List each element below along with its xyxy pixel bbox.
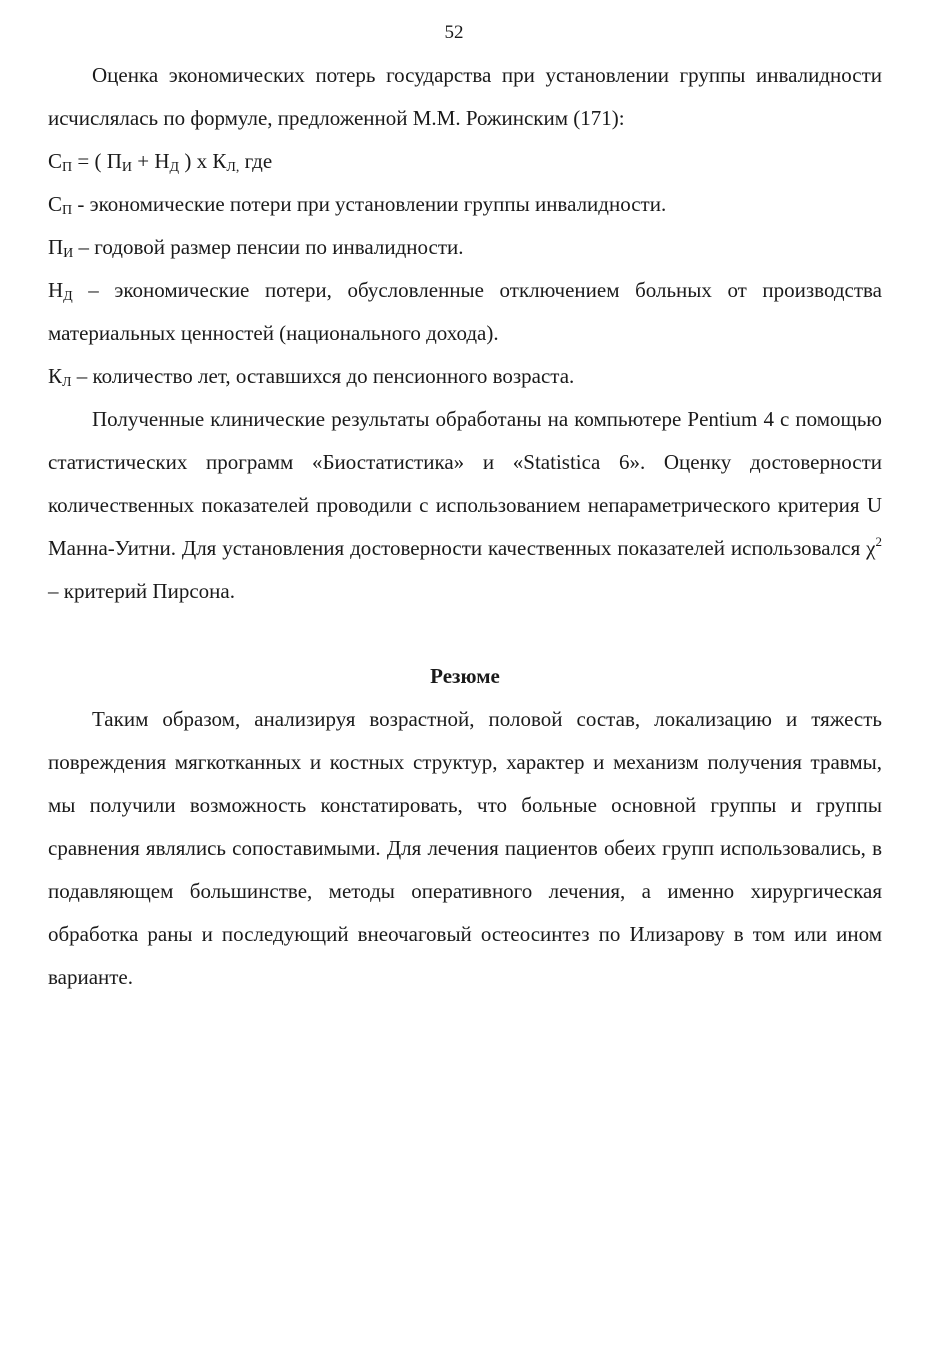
- definition-subscript: Д: [63, 289, 73, 304]
- statistics-text-end: – критерий Пирсона.: [48, 579, 235, 603]
- definition-cp: [48, 183, 882, 226]
- definition-text: – количество лет, оставшихся до пенсионного возраста.: [71, 364, 575, 388]
- definition-kl: [48, 355, 882, 398]
- formula-lhs: С: [48, 149, 63, 173]
- chi-square-superscript: 2: [875, 534, 882, 549]
- definition-subscript: И: [63, 246, 74, 261]
- definition-text: – экономические потери, обусловленные отключением больных от производства материальных ценностей (национального дохода).: [48, 278, 882, 345]
- page-content: [48, 54, 882, 999]
- statistics-text: Полученные клинические результаты обработаны на компьютере Pentium 4 с помощью статистических программ «Биостатистика» и «Statistica 6». Оценку достоверности количественных показателей проводили с использованием непараметрического критерия U Манна-Уитни. Для установления достоверности качественных показателей использовался χ: [48, 407, 882, 560]
- formula-p-subscript: И: [121, 160, 133, 175]
- definition-pi: [48, 226, 882, 269]
- definition-subscript: П: [62, 203, 73, 218]
- formula: [48, 140, 882, 183]
- definition-text: – годовой размер пенсии по инвалидности.: [73, 235, 464, 259]
- definition-symbol: К: [48, 364, 63, 388]
- formula-tail: где: [239, 149, 273, 173]
- summary-paragraph: Таким образом, анализируя возрастной, половой состав, локализацию и тяжесть повреждения мягкотканных и костных структур, характер и механизм получения травмы, мы получили возможность констатировать, что больные основной группы и группы сравнения являлись сопоставимыми. Для лечения пациентов обеих групп использовались, в подавляющем большинстве, методы оперативного лечения, а именно хирургическая обработка раны и последующий внеочаговый остеосинтез по Илизарову в том или ином варианте.: [48, 707, 882, 989]
- definition-symbol: П: [48, 235, 64, 259]
- summary-heading: Резюме: [430, 664, 500, 688]
- formula-lhs-subscript: П: [62, 160, 73, 175]
- definition-symbol: Н: [48, 278, 64, 302]
- methods-intro-paragraph: Оценка экономических потерь государства при установлении группы инвалидности исчислялась по формуле, предложенной М.М. Рожинским (171):: [48, 63, 882, 130]
- definition-subscript: Л: [62, 375, 72, 390]
- page-number: 52: [444, 22, 464, 43]
- definition-nd: [48, 269, 882, 355]
- formula-close-x: ) х К: [179, 149, 227, 173]
- formula-eq-open: = ( П: [72, 149, 122, 173]
- definition-symbol: С: [48, 192, 63, 216]
- statistics-paragraph: [48, 398, 882, 613]
- definition-text: - экономические потери при установлении группы инвалидности.: [72, 192, 667, 216]
- formula-plus: + Н: [132, 149, 170, 173]
- formula-n-subscript: Д: [169, 160, 180, 175]
- formula-k-subscript: Л,: [226, 160, 240, 175]
